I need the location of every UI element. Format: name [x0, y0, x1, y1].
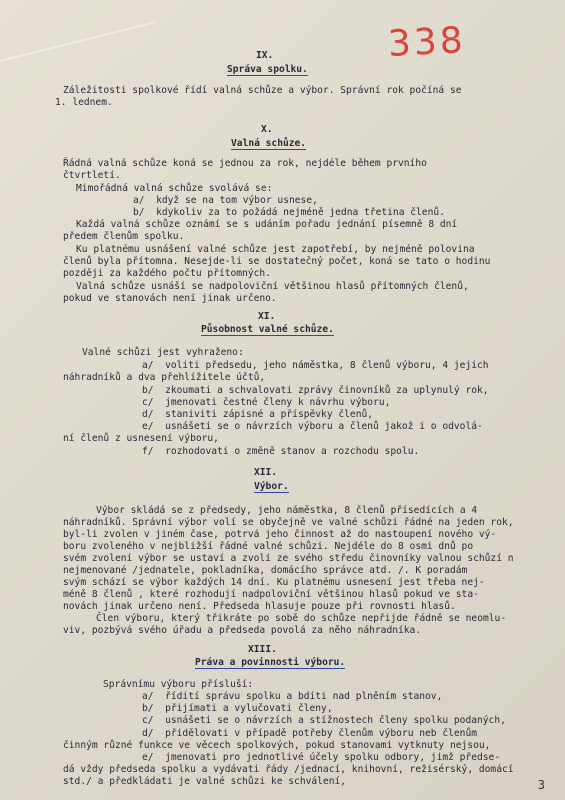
text-line: Každá valná schůze oznámí se s udáním pořadu jednání písemně 8 dní: [76, 219, 458, 230]
text-line: Záležitosti spolkové řídí valná schůze a výbor. Správní rok počíná se: [63, 85, 462, 96]
heading-xi: XI.: [258, 311, 276, 322]
text-line: čtvrtletí.: [63, 170, 121, 181]
text-line: svém zvolení výbor se ustaví a zvolí ze svého středu činovníky valnou schůzí n: [63, 553, 514, 564]
text-line: 1. lednem.: [55, 97, 113, 108]
paper-crease: [0, 21, 155, 62]
list-item: f/ rozhodovati o změně stanov a rozchodu spolu.: [142, 446, 420, 457]
text-line: náhradníků. Správní výbor volí se obyčejně ve valné schůzi řádné na jeden rok,: [63, 517, 514, 528]
text-line: pokud ve stanovách není jinak určeno.: [63, 293, 277, 304]
text-line: náhradníků a dva přehlížitele účtů,: [63, 372, 266, 383]
text-line: Člen výboru, který třikráte po sobě do schůze nepřijde řádně se neomlu-: [96, 613, 507, 624]
heading-prava-povinnosti: Práva a povinnosti výboru.: [195, 657, 346, 668]
folio-number: 338: [386, 19, 467, 66]
text-line: Ku platnému usnášení valné schůze jest zapotřebí, by nejméně polovina: [76, 244, 475, 255]
heading-xiii: XIII.: [248, 644, 277, 655]
heading-xii: XII.: [254, 467, 278, 478]
text-line: Valné schůzi jest vyhraženo:: [82, 347, 244, 358]
list-item: d/ přidělovati v případě potřeby členům výboru neb členům: [142, 728, 478, 739]
heading-ix: IX.: [256, 50, 274, 61]
list-item: e/ jmenovati pro jednotlivé účely spolku odbory, jimž předse-: [142, 752, 501, 763]
text-line: členů byla přítomna. Nesejde-li se dostatečný počet, koná se tato o hodinu: [63, 256, 491, 267]
text-line: byl-li zvolen v jiném čase, potrvá jeho činnost až do nastoupení nového vý-: [63, 529, 497, 540]
text-line: Valná schůze usnáší se nadpoloviční většinou hlasů přítomných členů,: [76, 281, 469, 292]
text-line: Správnímu výboru přísluší:: [103, 679, 254, 690]
list-item: b/ kdykoliv za to požádá nejméně jedna třetina členů.: [133, 207, 445, 218]
list-item: b/ přijímati a vylučovati členy,: [142, 703, 333, 714]
text-line: std./ a předkládati je valné schůzi ke schválení,: [63, 776, 347, 787]
list-item: c/ usnášeti se o návrzích a stížnostech členy spolku podaných,: [142, 715, 506, 726]
text-line: Výbor skládá se z předsedy, jeho náměstka, 8 členů přísedících a 4: [96, 505, 478, 516]
text-line: Mimořádná valná schůze svolává se:: [76, 183, 273, 194]
list-item: a/ když se na tom výbor usnese,: [133, 195, 318, 206]
list-item: b/ zkoumati a schvalovati zprávy činovníků za uplynulý rok,: [142, 385, 489, 396]
text-line: dá vždy předseda spolku a vydávati řády /jednací, knihovní, režisérský, domácí: [63, 764, 514, 775]
list-item: c/ jmenovati čestné členy k návrhu výboru,: [142, 397, 391, 408]
list-item: a/ řídití správu spolku a bdíti nad plněním stanov,: [142, 691, 443, 702]
text-line: svým schází se výbor každých 14 dní. Ku platnému usnesení jest třeba nej-: [63, 577, 485, 588]
list-item: a/ voliti předsedu, jeho náměstka, 8 členů výboru, 4 jejich: [142, 360, 489, 371]
text-line: méně 8 členů , které rozhodují nadpoloviční většinou hlasů pokud ve sta-: [63, 589, 479, 600]
heading-pusobnost: Působnost valné schůze.: [201, 324, 334, 335]
text-line: ní členů z usnesení výboru,: [63, 433, 219, 444]
text-line: později za každého počtu přítomných.: [63, 268, 271, 279]
heading-sprava-spolku: Správa spolku.: [227, 64, 308, 75]
text-line: viv, pozbývá svého úřadu a předseda povolá za něho náhradníka.: [63, 625, 422, 636]
text-line: činným různé funkce ve věcech spolkových, pokud stanovami vytknuty nejsou,: [63, 740, 491, 751]
text-line: boru zvoleného v nejbližší řádné valné schůzi. Nejdéle do 8 osmi dnů po: [63, 541, 474, 552]
heading-vybor: Výbor.: [254, 481, 289, 492]
text-line: nejmenované /jednatele, pokladníka, domácího správce atd. /. K poradám: [63, 565, 468, 576]
list-item: d/ staniviti zápisné a příspěvky členů,: [142, 409, 374, 420]
heading-x: X.: [261, 124, 273, 135]
heading-valna-schuze: Valná schůze.: [231, 138, 307, 149]
text-line: předem členům spolku.: [63, 231, 185, 242]
list-item: e/ usnášeti se o návrzích výboru a členů jakož i o odvolá-: [142, 421, 483, 432]
text-line: Řádná valná schůze koná se jednou za rok, nejdéle během prvního: [63, 158, 427, 169]
corner-number: 3: [537, 778, 545, 792]
text-line: novách jinak určeno není. Předseda hlasuje pouze při rovnosti hlasů.: [63, 601, 456, 612]
